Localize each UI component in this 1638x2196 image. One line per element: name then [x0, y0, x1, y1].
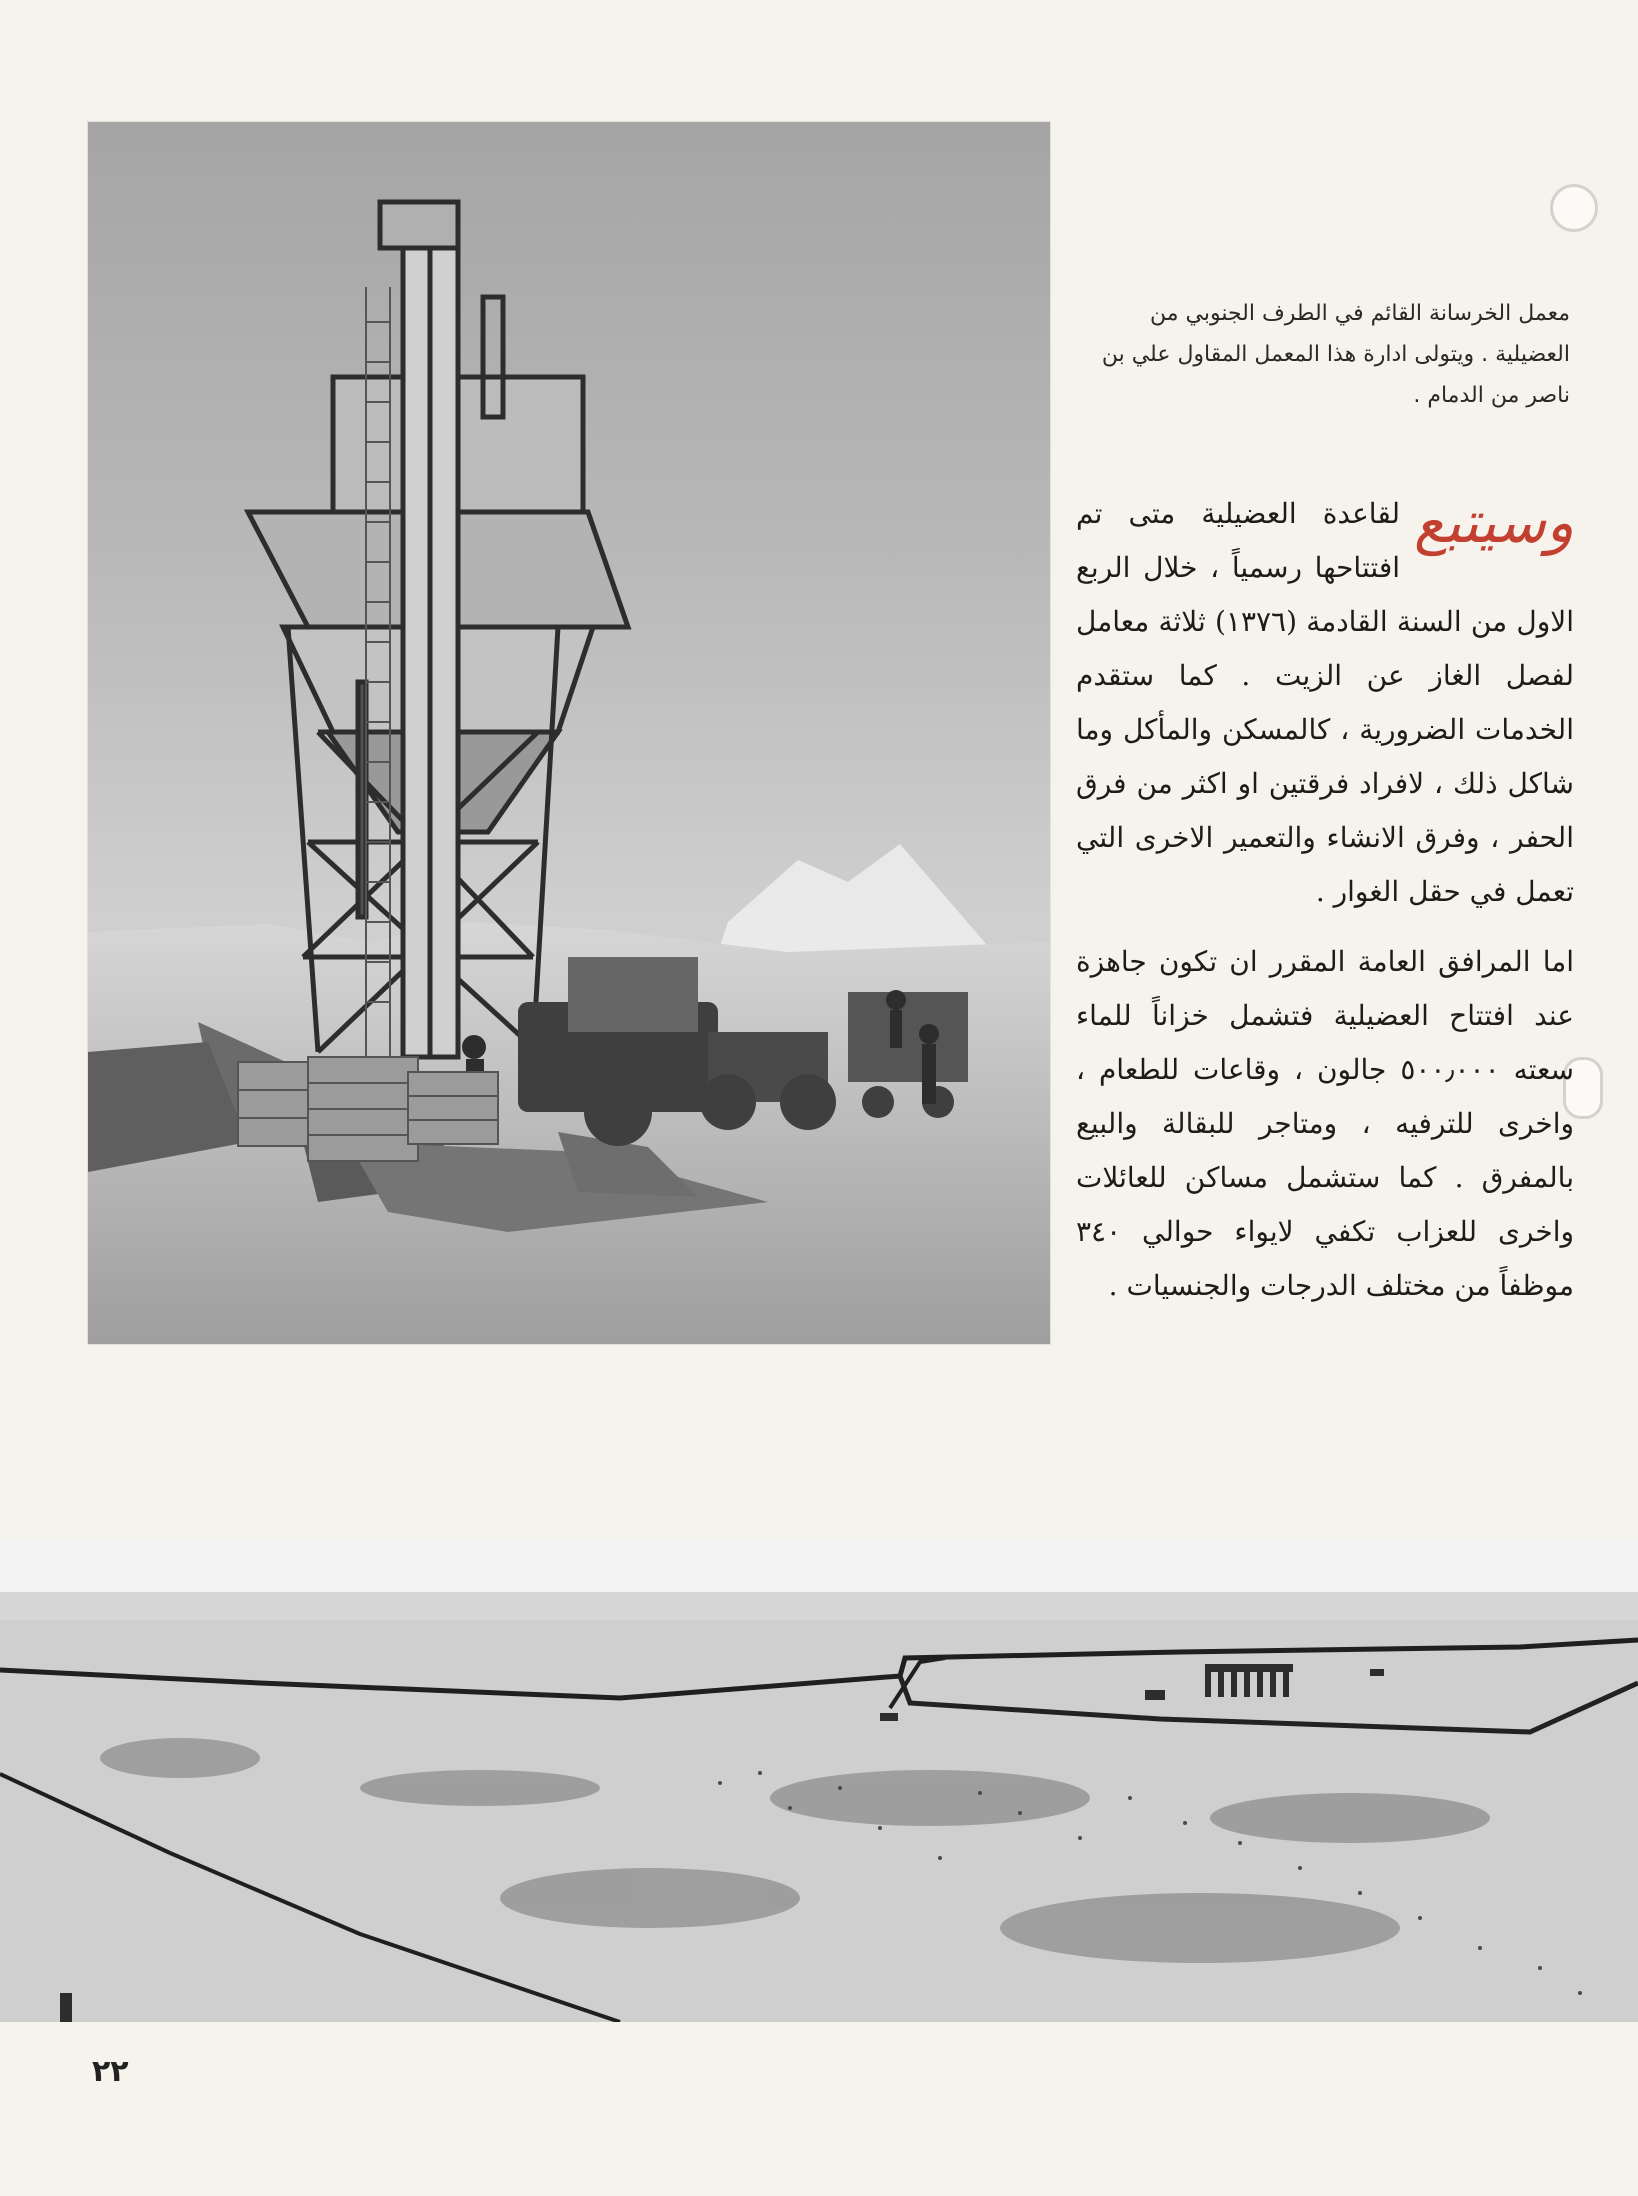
concrete-plant-illustration — [88, 122, 1050, 1344]
concrete-plant-photo — [88, 122, 1050, 1344]
photo-caption — [1080, 293, 1570, 416]
article-paragraph-1: لقاعدة العضيلية متى تم افتتاحها رسمياً ، خلال الربع الاول من السنة القادمة (١٣٧٦) ثلاثة معامل لفصل الغاز عن الزيت . كما ستقدم الخدمات الضرورية ، كالمسكن والمأكل وما شاكل ذلك ، لافراد فرقتين او اكثر من فرق الحفر ، وفرق الانشاء والتعمير الاخرى التي تعمل في حقل الغوار . — [1076, 497, 1574, 908]
page-number: ٢٢ — [92, 2054, 129, 2089]
panorama-photo — [0, 1538, 1638, 2022]
article-paragraph-2: اما المرافق العامة المقرر ان تكون جاهزة عند افتتاح العضيلية فتشمل خزاناً للماء سعته ٥٠٠٫٠٠٠ جالون ، وقاعات للطعام ، واخرى للترفيه ، ومتاجر للبقالة والبيع بالمفرق . كما ستشمل مساكن للعائلات واخرى للعزاب تكفي لايواء حوالي ٣٤٠ موظفاً من مختلف الدرجات والجنسيات . — [1076, 945, 1574, 1302]
article-body — [1076, 487, 1574, 1329]
panorama-illustration — [0, 1538, 1638, 2022]
caption-text: معمل الخرسانة القائم في الطرف الجنوبي من العضيلية . ويتولى ادارة هذا المعمل المقاول علي بن ناصر من الدمام . — [1101, 301, 1570, 408]
lead-word: وسيتبع — [1414, 488, 1574, 556]
binder-hole-top — [1550, 184, 1598, 232]
